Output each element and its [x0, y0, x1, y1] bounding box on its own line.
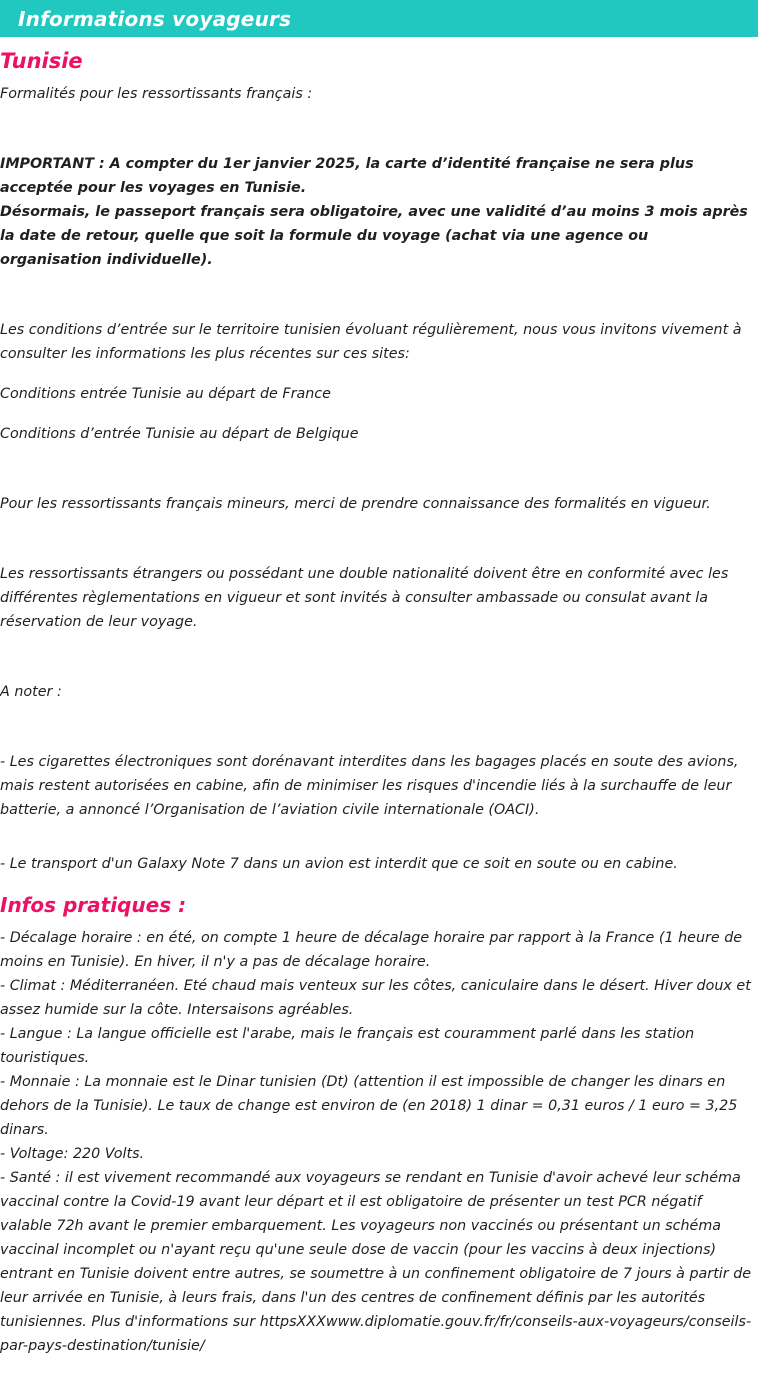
note-e-cigarettes: - Les cigarettes électroniques sont dorénavant interdites dans les bagages placés en soute des avions, mais restent autorisées en cabine, afin de minimiser les risques d'incendie liés à la surchauffe de leur batterie, a annoncé l’Organisation de l’aviation civile internationale (OACI). — [0, 754, 739, 818]
spacer — [0, 634, 752, 680]
entry-conditions-intro: Les conditions d’entrée sur le territoire tunisien évoluant régulièrement, nous vous invitons vivement à consulter les informations les plus récentes sur ces sites: — [0, 322, 742, 362]
document-content — [0, 48, 758, 1374]
page-title: Informations voyageurs — [18, 6, 292, 31]
foreign-nationals-notice: Les ressortissants étrangers ou possédant une double nationalité doivent être en conformité avec les différentes règlementations en vigueur et sont invités à consulter ambassade ou consulat avant la réservation de leur voyage. — [0, 566, 729, 630]
note-galaxy-note-7: - Le transport d'un Galaxy Note 7 dans un avion est interdit que ce soit en soute ou en cabine. — [0, 856, 678, 872]
practical-item-climate: - Climat : Méditerranéen. Eté chaud mais venteux sur les côtes, caniculaire dans le désert. Hiver doux et assez humide sur la côte. Intersaisons agréables. — [0, 978, 751, 1018]
spacer — [0, 704, 752, 750]
spacer — [0, 74, 752, 82]
spacer — [0, 272, 752, 318]
spacer — [0, 876, 752, 892]
spacer — [0, 1358, 752, 1374]
spacer — [0, 918, 752, 926]
link-conditions-belgique[interactable] — [0, 422, 752, 446]
a-noter-label: A noter : — [0, 684, 62, 700]
important-notice-2: Désormais, le passeport français sera obligatoire, avec une validité d’au moins 3 mois après la date de retour, quelle que soit la formule du voyage (achat via une agence ou organisation individuelle). — [0, 204, 748, 268]
link-conditions-france[interactable] — [0, 382, 752, 406]
link-conditions-france-label: Conditions entrée Tunisie au départ de France — [0, 386, 331, 402]
practical-item-language: - Langue : La langue officielle est l'arabe, mais le français est couramment parlé dans les station touristiques. — [0, 1026, 695, 1066]
page-header — [0, 0, 758, 37]
practical-item-currency: - Monnaie : La monnaie est le Dinar tunisien (Dt) (attention il est impossible de changer les dinars en dehors de la Tunisie). Le taux de change est environ de (en 2018) 1 dinar = 0,31 euros / 1 euro = 3,25 dinars. — [0, 1074, 738, 1138]
important-notice-1: IMPORTANT : A compter du 1er janvier 2025, la carte d’identité française ne sera plus acceptée pour les voyages en Tunisie. — [0, 156, 694, 196]
practical-item-timezone: - Décalage horaire : en été, on compte 1 heure de décalage horaire par rapport à la France (1 heure de moins en Tunisie). En hiver, il n'y a pas de décalage horaire. — [0, 930, 743, 970]
spacer — [0, 446, 752, 492]
practical-info-list — [0, 926, 752, 1358]
destination-title: Tunisie — [0, 49, 83, 73]
practical-info-title: Infos pratiques : — [0, 893, 187, 917]
spacer — [0, 516, 752, 562]
minors-notice: Pour les ressortissants français mineurs, merci de prendre connaissance des formalités en vigueur. — [0, 496, 711, 512]
spacer — [0, 366, 752, 382]
spacer — [0, 106, 752, 152]
formalities-intro: Formalités pour les ressortissants français : — [0, 86, 313, 102]
spacer — [0, 822, 752, 852]
spacer — [0, 406, 752, 422]
practical-item-health: - Santé : il est vivement recommandé aux voyageurs se rendant en Tunisie d'avoir achevé leur schéma vaccinal contre la Covid-19 avant leur départ et il est obligatoire de présenter un test PCR négatif valable 72h avant le premier embarquement. Les voyageurs non vaccinés ou présentant un schéma vaccinal incomplet ou n'ayant reçu qu'une seule dose de vaccin (pour les vaccins à deux injections) entrant en Tunisie doivent entre autres, se soumettre à un confinement obligatoire de 7 jours à partir de leur arrivée en Tunisie, à leurs frais, dans l'un des centres de confinement définis par les autorités tunisiennes. Plus d'informations sur httpsXXXwww.diplomatie.gouv.fr/fr/conseils-aux-voyageurs/conseils-par-pays-destination/tunisie/ — [0, 1170, 752, 1354]
practical-item-voltage: - Voltage: 220 Volts. — [0, 1146, 145, 1162]
link-conditions-belgique-label: Conditions d’entrée Tunisie au départ de Belgique — [0, 426, 359, 442]
